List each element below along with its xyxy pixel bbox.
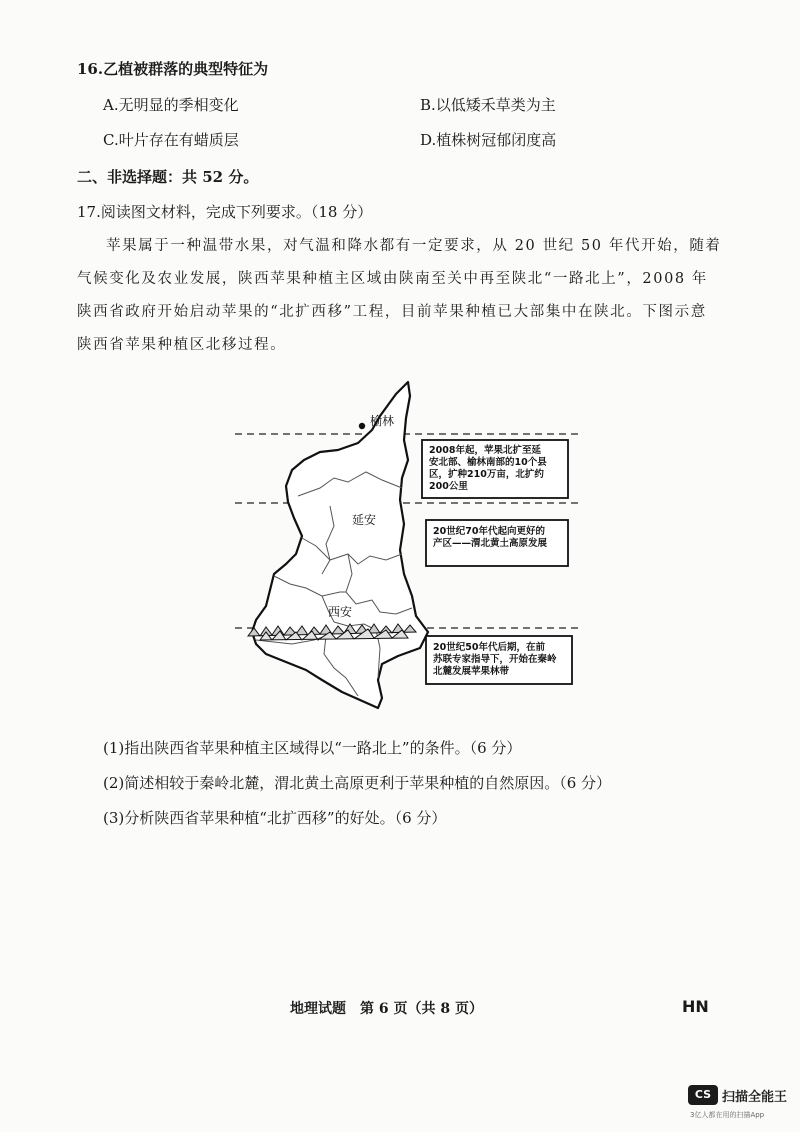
scanner-tagline: 3亿人都在用的扫描App	[690, 1111, 765, 1119]
scanner-brand-name: 扫描全能王	[722, 1090, 788, 1105]
q16-option-d: D.植株树冠郁闭度高	[420, 131, 557, 149]
yulin-marker	[359, 423, 365, 429]
page-footer: 地理试题 第 6 页（共 8 页）	[290, 1001, 483, 1017]
city-label-yulin: 榆林	[370, 414, 395, 428]
province-outline	[252, 382, 428, 708]
note-box-1970s	[426, 520, 568, 566]
note-text-line: 苏联专家指导下，开始在秦岭	[433, 654, 557, 665]
note-box-1950s	[426, 636, 572, 684]
note-1950s-line: 20世纪50年代后期，在前	[433, 642, 545, 653]
section-title: 二、非选择题：共 52 分。	[77, 168, 259, 186]
note-1970s-line: 20世纪70年代起向更好的	[433, 526, 545, 537]
note-2008-line: 2008年起，苹果北扩至延	[429, 445, 541, 456]
q17-sub-3: (3)分析陕西省苹果种植“北扩西移”的好处。（6 分）	[103, 809, 447, 827]
city-label-yanan: 延安	[352, 513, 377, 527]
shaanxi-apple-map	[230, 378, 580, 713]
note-text-line: 200公里	[429, 481, 468, 492]
paper-code: HN	[682, 997, 709, 1016]
q17-sub-1: (1)指出陕西省苹果种植主区域得以“一路北上”的条件。（6 分）	[103, 739, 522, 757]
note-text-line: 区，扩种210万亩，北扩约	[429, 469, 544, 480]
q17-sub-2: (2)简述相较于秦岭北麓，渭北黄土高原更利于苹果种植的自然原因。（6 分）	[103, 774, 612, 792]
q16-option-a: A.无明显的季相变化	[103, 96, 239, 114]
note-box-2008	[422, 440, 568, 498]
q16-stem: 16.乙植被群落的典型特征为	[77, 60, 269, 78]
q16-option-b: B.以低矮禾草类为主	[420, 96, 556, 114]
q17-stem: 17.阅读图文材料，完成下列要求。（18 分）	[77, 203, 373, 221]
city-label-xian: 西安	[328, 605, 353, 619]
q17-material: 苹果属于一种温带水果，对气温和降水都有一定要求，从 20 世纪 50 年代开始，随着气候变化及农业发展，陕西苹果种植主区域由陕南至关中再至陕北“一路北上”，2008 年陕西省政府开始启动苹果的“北扩西移”工程，目前苹果种植已大部集中在陕北。下图示意陕西省苹果种植区北移过程。	[77, 238, 722, 353]
note-text-line: 安北部、榆林南部的10个县	[429, 457, 547, 468]
q16-option-c: C.叶片存在有蜡质层	[103, 131, 239, 149]
note-text-line: 北麓发展苹果林带	[433, 666, 510, 677]
note-text-line: 产区——渭北黄土高原发展	[433, 538, 548, 549]
scanner-logo-badge: CS	[688, 1085, 718, 1105]
